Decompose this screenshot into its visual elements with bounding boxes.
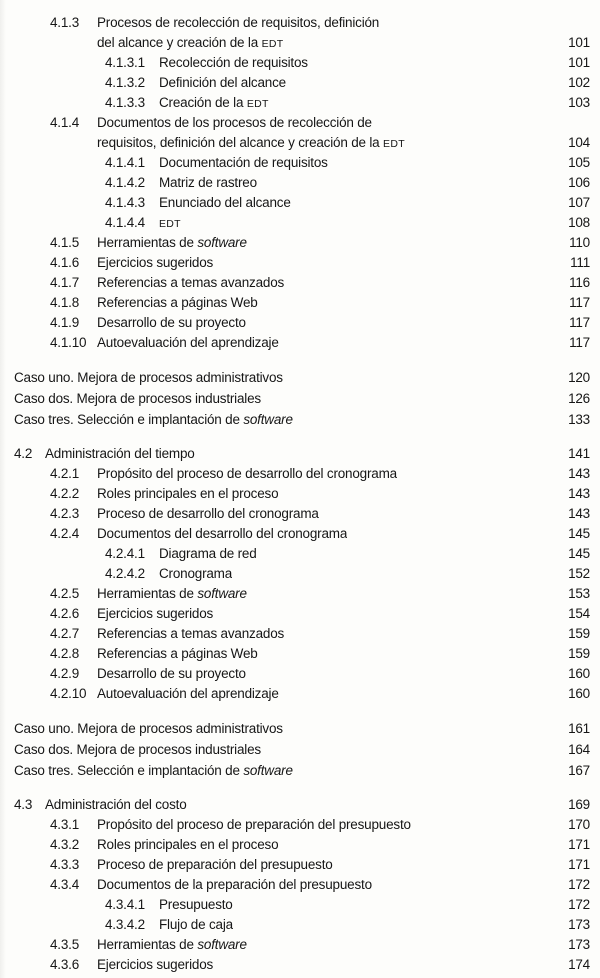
toc-entry: [0, 73, 590, 93]
toc-entry-page: 145: [568, 546, 590, 561]
toc-entry-number: 4.3.5: [50, 937, 80, 952]
toc-entry: [0, 935, 590, 955]
toc-entry: [0, 504, 590, 524]
toc-entry-page: 161: [568, 721, 590, 736]
toc-entry: [0, 544, 590, 564]
toc-entry: [0, 133, 590, 153]
toc-entry-title: Documentos del desarrollo del cronograma: [97, 526, 348, 541]
toc-entry-title: Autoevaluación del aprendizaje: [97, 686, 279, 701]
toc-entry-number: 4.1.4.1: [105, 155, 145, 170]
toc-entry: [0, 875, 590, 895]
toc-entry-title: Documentos de la preparación del presupuesto: [97, 877, 372, 892]
toc-entry-title: Cronograma: [159, 566, 233, 581]
toc-entry-page: 106: [568, 175, 590, 190]
toc-entry: [0, 464, 590, 484]
toc-entry-number: 4.1.4.2: [105, 175, 145, 190]
toc-entry-title: Referencias a páginas Web: [97, 646, 258, 661]
toc-entry-title: del alcance y creación de la EDT: [97, 35, 284, 50]
toc-entry-title: Roles principales en el proceso: [97, 837, 279, 852]
toc-entry-page: 101: [568, 35, 590, 50]
toc-entry-title: Caso uno. Mejora de procesos administrativos: [14, 370, 283, 385]
toc-entry-page: 153: [568, 586, 590, 601]
toc-entry-page: 172: [568, 897, 590, 912]
toc-block-cases-after-4-2: [0, 718, 590, 781]
toc-entry-title: Ejercicios sugeridos: [97, 957, 214, 972]
toc-entry: [0, 33, 590, 53]
toc-entry: [0, 253, 590, 273]
toc-entry-number: 4.1.4.4: [105, 215, 145, 230]
toc-entry-title: Recolección de requisitos: [159, 55, 308, 70]
toc-entry-number: 4.1.4: [50, 115, 80, 130]
toc-entry: [0, 388, 590, 409]
toc-entry-page: 107: [568, 195, 590, 210]
toc-entry: [0, 739, 590, 760]
toc-entry-title: Creación de la EDT: [159, 95, 269, 110]
toc-entry: [0, 113, 590, 133]
toc-entry-number: 4.2: [14, 446, 33, 461]
toc-entry-number: 4.2.4.1: [105, 546, 145, 561]
toc-entry-title: Autoevaluación del aprendizaje: [97, 335, 279, 350]
toc-entry: [0, 233, 590, 253]
toc-entry-title: Proceso de desarrollo del cronograma: [97, 506, 319, 521]
toc-entry: [0, 213, 590, 233]
toc-entry-number: 4.1.3: [50, 15, 80, 30]
toc-entry-page: 117: [569, 315, 590, 330]
toc-entry-number: 4.2.5: [50, 586, 80, 601]
toc-entry-page: 159: [568, 646, 590, 661]
toc-entry-number: 4.1.3.3: [105, 95, 145, 110]
toc-entry-number: 4.3.6: [50, 957, 80, 972]
toc-entry-title: Ejercicios sugeridos: [97, 606, 214, 621]
toc-list: [0, 13, 590, 975]
toc-entry: [0, 718, 590, 739]
toc-block-cases-after-4-1: [0, 367, 590, 430]
toc-entry-page: 159: [568, 626, 590, 641]
toc-entry-title: Referencias a páginas Web: [97, 295, 258, 310]
toc-entry: [0, 367, 590, 388]
toc-entry-page: 143: [568, 466, 590, 481]
toc-entry-page: 105: [568, 155, 590, 170]
toc-entry: [0, 895, 590, 915]
toc-entry-number: 4.2.9: [50, 666, 80, 681]
toc-entry-page: 160: [568, 686, 590, 701]
toc-entry: [0, 444, 590, 464]
toc-entry-number: 4.1.9: [50, 315, 80, 330]
toc-entry: [0, 664, 590, 684]
toc-entry-title: Herramientas de software: [97, 235, 247, 250]
toc-entry-title: Desarrollo de su proyecto: [97, 666, 246, 681]
toc-entry-page: 101: [568, 55, 590, 70]
toc-entry: [0, 153, 590, 173]
toc-entry: [0, 684, 590, 704]
toc-entry-number: 4.1.3.1: [105, 55, 145, 70]
toc-entry-title: Caso dos. Mejora de procesos industriales: [14, 391, 261, 406]
toc-entry: [0, 193, 590, 213]
toc-entry: [0, 13, 590, 33]
toc-entry-title: Documentación de requisitos: [159, 155, 328, 170]
toc-entry-number: 4.2.7: [50, 626, 80, 641]
toc-entry-page: 160: [568, 666, 590, 681]
toc-entry-page: 102: [568, 75, 590, 90]
toc-entry: [0, 173, 590, 193]
toc-entry-page: 173: [568, 917, 590, 932]
toc-entry-page: 110: [569, 235, 590, 250]
toc-entry-page: 172: [568, 877, 590, 892]
toc-entry-title: Ejercicios sugeridos: [97, 255, 214, 270]
toc-entry-page: 174: [568, 957, 590, 972]
toc-entry-page: 141: [568, 446, 590, 461]
toc-entry-title: Procesos de recolección de requisitos, definición: [97, 15, 380, 30]
toc-entry-title: Enunciado del alcance: [159, 195, 291, 210]
toc-block-section-4-3: [0, 795, 590, 975]
toc-block-section-4-2: [0, 444, 590, 704]
toc-entry-page: 173: [568, 937, 590, 952]
toc-entry: [0, 564, 590, 584]
toc-entry-number: 4.2.10: [50, 686, 87, 701]
toc-entry-number: 4.3.3: [50, 857, 80, 872]
toc-entry-title: Administración del tiempo: [45, 446, 195, 461]
toc-entry: [0, 333, 590, 353]
toc-entry-number: 4.3.4: [50, 877, 80, 892]
toc-entry: [0, 915, 590, 935]
toc-entry: [0, 624, 590, 644]
toc-entry: [0, 313, 590, 333]
toc-entry-page: 117: [569, 335, 590, 350]
toc-entry-title: Referencias a temas avanzados: [97, 275, 285, 290]
toc-entry: [0, 409, 590, 430]
toc-entry: [0, 835, 590, 855]
toc-entry: [0, 955, 590, 975]
toc-entry-title: Propósito del proceso de preparación del presupuesto: [97, 817, 411, 832]
toc-entry-number: 4.3.4.2: [105, 917, 145, 932]
toc-entry-title: Referencias a temas avanzados: [97, 626, 285, 641]
toc-entry: [0, 584, 590, 604]
toc-entry: [0, 53, 590, 73]
toc-entry-page: 108: [568, 215, 590, 230]
toc-entry-number: 4.1.6: [50, 255, 80, 270]
toc-entry-number: 4.3.4.1: [105, 897, 145, 912]
toc-entry-page: 126: [568, 391, 590, 406]
toc-entry-title: Documentos de los procesos de recolección de: [97, 115, 372, 130]
toc-entry-title: Caso uno. Mejora de procesos administrativos: [14, 721, 283, 736]
toc-entry-number: 4.2.6: [50, 606, 80, 621]
toc-entry-title: Diagrama de red: [159, 546, 257, 561]
toc-entry-number: 4.1.5: [50, 235, 80, 250]
toc-entry-title: Propósito del proceso de desarrollo del cronograma: [97, 466, 397, 481]
toc-entry-number: 4.1.4.3: [105, 195, 145, 210]
toc-entry-title: Desarrollo de su proyecto: [97, 315, 246, 330]
toc-entry-page: 170: [568, 817, 590, 832]
toc-entry-number: 4.1.3.2: [105, 75, 145, 90]
toc-entry-number: 4.1.8: [50, 295, 80, 310]
toc-entry-number: 4.2.1: [50, 466, 80, 481]
toc-entry-title: Definición del alcance: [159, 75, 286, 90]
toc-entry-number: 4.2.4: [50, 526, 80, 541]
toc-entry-page: 117: [569, 295, 590, 310]
toc-entry-title: EDT: [159, 218, 181, 230]
toc-entry-page: 145: [568, 526, 590, 541]
toc-entry-number: 4.2.4.2: [105, 566, 145, 581]
toc-entry-page: 171: [568, 857, 590, 872]
toc-entry: [0, 760, 590, 781]
toc-entry-title: Matriz de rastreo: [159, 175, 257, 190]
toc-entry: [0, 524, 590, 544]
toc-entry-title: Herramientas de software: [97, 586, 247, 601]
toc-entry-page: 143: [568, 486, 590, 501]
toc-entry-title: Proceso de preparación del presupuesto: [97, 857, 333, 872]
toc-entry: [0, 795, 590, 815]
toc-entry-page: 167: [568, 763, 590, 778]
toc-entry: [0, 93, 590, 113]
toc-entry-number: 4.2.2: [50, 486, 80, 501]
toc-entry-page: 133: [568, 412, 590, 427]
toc-entry-page: 154: [568, 606, 590, 621]
toc-entry-page: 171: [568, 837, 590, 852]
toc-entry-title: Flujo de caja: [159, 917, 233, 932]
toc-entry: [0, 644, 590, 664]
toc-entry: [0, 293, 590, 313]
toc-entry: [0, 273, 590, 293]
toc-entry-number: 4.2.8: [50, 646, 80, 661]
toc-entry-number: 4.3.2: [50, 837, 80, 852]
toc-entry: [0, 484, 590, 504]
toc-entry-page: 152: [568, 566, 590, 581]
toc-entry-page: 116: [569, 275, 590, 290]
toc-entry-page: 111: [570, 255, 590, 270]
toc-entry-page: 164: [568, 742, 590, 757]
toc-entry-page: 143: [568, 506, 590, 521]
toc-entry-page: 103: [568, 95, 590, 110]
toc-entry-title: requisitos, definición del alcance y creación de la EDT: [97, 135, 405, 150]
toc-entry-number: 4.3.1: [50, 817, 80, 832]
toc-entry-title: Caso dos. Mejora de procesos industriales: [14, 742, 261, 757]
toc-entry-number: 4.2.3: [50, 506, 80, 521]
toc-entry-title: Caso tres. Selección e implantación de software: [14, 763, 293, 778]
toc-entry-title: Administración del costo: [45, 797, 187, 812]
toc-entry-page: 169: [568, 797, 590, 812]
toc-entry-number: 4.3: [14, 797, 33, 812]
toc-entry-number: 4.1.10: [50, 335, 87, 350]
toc-entry-number: 4.1.7: [50, 275, 80, 290]
toc-entry: [0, 855, 590, 875]
toc-entry-title: Roles principales en el proceso: [97, 486, 279, 501]
toc-entry: [0, 604, 590, 624]
toc-entry-title: Presupuesto: [159, 897, 233, 912]
toc-entry-page: 104: [568, 135, 590, 150]
toc-entry: [0, 815, 590, 835]
toc-entry-page: 120: [568, 370, 590, 385]
toc-entry-title: Herramientas de software: [97, 937, 247, 952]
toc-entry-title: Caso tres. Selección e implantación de software: [14, 412, 293, 427]
toc-block-section-4-1-subentries: [0, 13, 590, 353]
